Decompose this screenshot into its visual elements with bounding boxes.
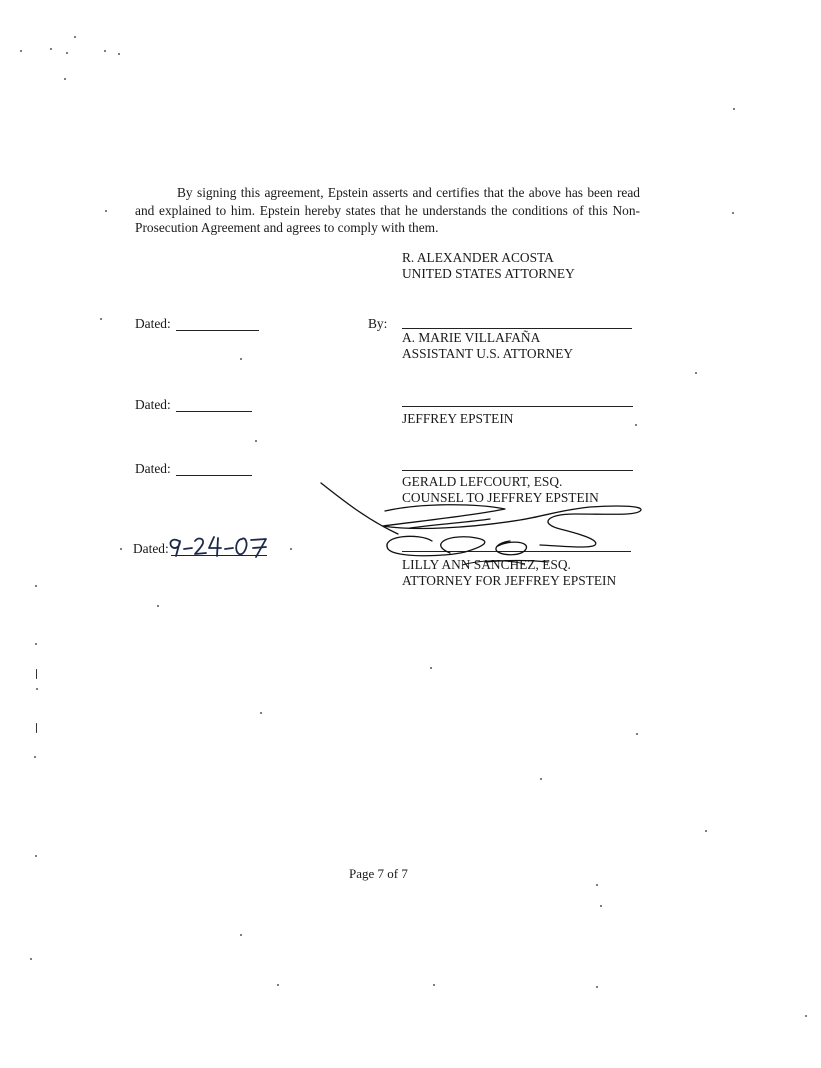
signature-line bbox=[402, 328, 632, 329]
date-line bbox=[171, 555, 267, 556]
us-attorney-name: R. ALEXANDER ACOSTA bbox=[402, 250, 554, 265]
signer-title: ATTORNEY FOR JEFFREY EPSTEIN bbox=[402, 573, 617, 588]
signer-name: LILLY ANN SANCHEZ, ESQ. bbox=[402, 557, 571, 572]
signature-line bbox=[402, 470, 633, 471]
signer-title: COUNSEL TO JEFFREY EPSTEIN bbox=[402, 490, 599, 505]
signer-name: A. MARIE VILLAFAÑA bbox=[402, 330, 541, 345]
dated-label: Dated: bbox=[133, 541, 169, 556]
signature-line bbox=[402, 551, 631, 552]
by-label: By: bbox=[368, 316, 388, 331]
handwritten-date bbox=[170, 537, 266, 557]
signer-title: ASSISTANT U.S. ATTORNEY bbox=[402, 346, 574, 361]
page-number: Page 7 of 7 bbox=[349, 866, 408, 881]
dated-label: Dated: bbox=[135, 397, 171, 412]
signature-line bbox=[402, 406, 633, 407]
date-line bbox=[176, 475, 252, 476]
dated-label: Dated: bbox=[135, 461, 171, 476]
signer-name: GERALD LEFCOURT, ESQ. bbox=[402, 474, 563, 489]
signer-name: JEFFREY EPSTEIN bbox=[402, 411, 514, 426]
dated-label: Dated: bbox=[135, 316, 171, 331]
certification-paragraph: By signing this agreement, Epstein asserts and certifies that the above has been read and explained to him. Epstein hereby states that he understands the conditions of this Non-Prosecution Agreement and agrees to comply with them. bbox=[135, 185, 640, 235]
us-attorney-title: UNITED STATES ATTORNEY bbox=[402, 266, 575, 281]
date-line bbox=[176, 330, 259, 331]
date-line bbox=[176, 411, 252, 412]
